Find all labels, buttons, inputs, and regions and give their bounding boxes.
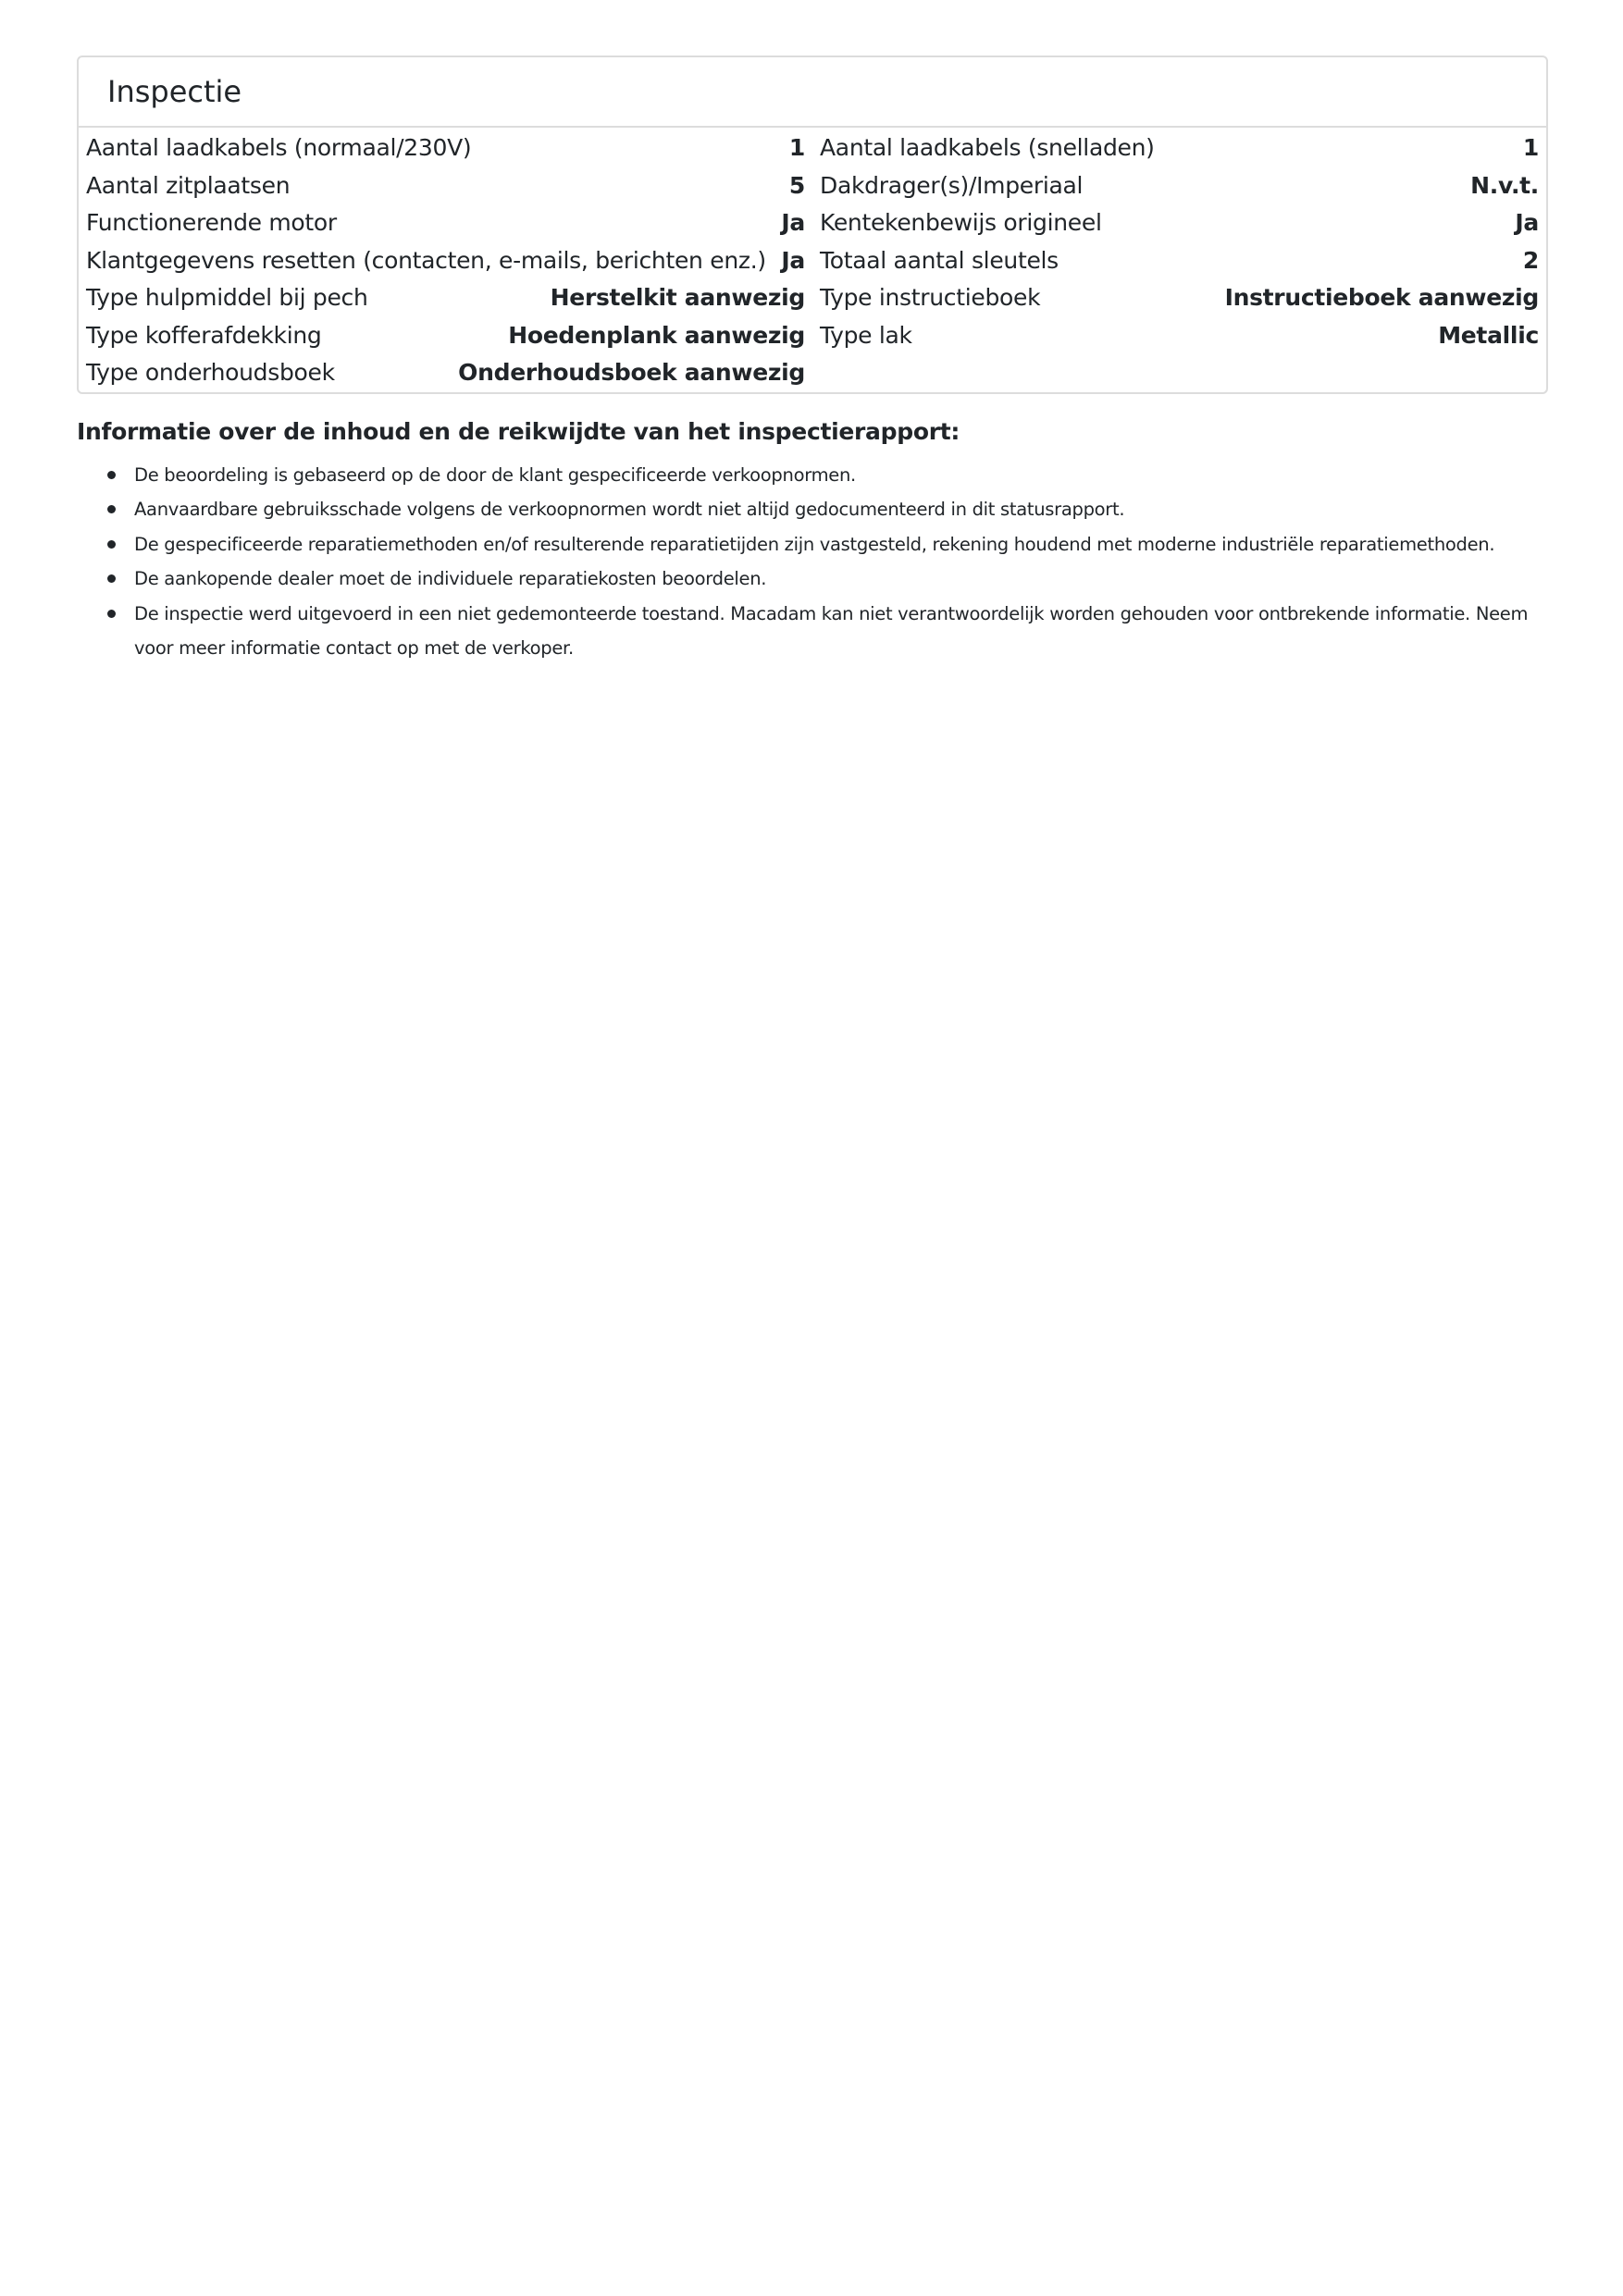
list-item — [134, 527, 1548, 562]
bullet-icon — [107, 540, 116, 549]
inspection-label: Aantal laadkabels (snelladen) — [820, 134, 1155, 162]
inspection-value: 2 — [1522, 246, 1539, 274]
inspection-label: Klantgegevens resetten (contacten, e-mails, berichten enz.) — [86, 246, 766, 274]
inspection-label: Aantal laadkabels (normaal/230V) — [86, 134, 472, 162]
inspection-row — [86, 204, 805, 242]
inspection-label: Aantal zitplaatsen — [86, 171, 291, 199]
inspection-value: N.v.t. — [1470, 171, 1539, 199]
info-title: Informatie over de inhoud en de reikwijdte van het inspectierapport: — [77, 417, 960, 445]
inspection-row — [86, 167, 805, 205]
list-item — [134, 597, 1548, 666]
inspection-row — [86, 279, 805, 317]
list-item-text: De gespecificeerde reparatiemethoden en/of resulterende reparatietijden zijn vastgesteld, rekening houdend met moderne industriële reparatiemethoden. — [134, 533, 1495, 555]
inspection-label: Type lak — [820, 321, 912, 349]
report-page — [77, 56, 1548, 666]
inspection-label: Type kofferafdekking — [86, 321, 322, 349]
inspection-label: Totaal aantal sleutels — [820, 246, 1059, 274]
list-item-text: De inspectie werd uitgevoerd in een niet gedemonteerde toestand. Macadam kan niet verantwoordelijk worden gehouden voor ontbrekende informatie. Neem voor meer informatie contact op met de verkoper. — [134, 602, 1529, 659]
inspection-left-column — [86, 130, 805, 392]
inspection-value: Onderhoudsboek aanwezig — [458, 359, 805, 387]
inspection-title: Inspectie — [107, 74, 242, 109]
inspection-label: Type hulpmiddel bij pech — [86, 284, 368, 312]
inspection-value: Ja — [1515, 209, 1539, 237]
inspection-row — [820, 204, 1539, 242]
list-item-text: Aanvaardbare gebruiksschade volgens de verkoopnormen wordt niet altijd gedocumenteerd in dit statusrapport. — [134, 499, 1125, 520]
inspection-row — [820, 279, 1539, 317]
bullet-icon — [107, 471, 116, 479]
list-item-text: De aankopende dealer moet de individuele reparatiekosten beoordelen. — [134, 568, 767, 589]
inspection-right-column — [820, 130, 1539, 392]
inspection-label: Type onderhoudsboek — [86, 359, 335, 387]
inspection-value: 5 — [788, 171, 805, 199]
inspection-value: Metallic — [1438, 321, 1539, 349]
inspection-row — [820, 242, 1539, 280]
info-list — [77, 458, 1548, 666]
inspection-row — [820, 130, 1539, 167]
inspection-grid — [79, 128, 1546, 392]
inspection-value: 1 — [1522, 134, 1539, 162]
inspection-value: Ja — [781, 209, 805, 237]
inspection-row — [820, 167, 1539, 205]
inspection-row — [86, 354, 805, 392]
inspection-row — [86, 317, 805, 355]
inspection-value: Hoedenplank aanwezig — [508, 321, 805, 349]
inspection-row — [820, 317, 1539, 355]
bullet-icon — [107, 505, 116, 513]
bullet-icon — [107, 610, 116, 618]
inspection-value: Herstelkit aanwezig — [550, 284, 805, 312]
list-item-text: De beoordeling is gebaseerd op de door de klant gespecificeerde verkoopnormen. — [134, 463, 856, 486]
bullet-icon — [107, 574, 116, 583]
inspection-value: 1 — [788, 134, 805, 162]
report-info-section — [77, 418, 1548, 666]
inspection-value: Ja — [781, 246, 805, 274]
inspection-label: Type instructieboek — [820, 284, 1041, 312]
list-item — [134, 562, 1548, 597]
inspection-row — [86, 242, 805, 280]
inspection-card-header — [79, 57, 1546, 128]
inspection-label: Dakdrager(s)/Imperiaal — [820, 171, 1084, 199]
inspection-label: Kentekenbewijs origineel — [820, 209, 1102, 237]
inspection-value: Instructieboek aanwezig — [1224, 284, 1539, 312]
inspection-card — [77, 56, 1548, 394]
inspection-row — [86, 130, 805, 167]
inspection-label: Functionerende motor — [86, 209, 337, 237]
list-item — [134, 458, 1548, 493]
list-item — [134, 492, 1548, 527]
